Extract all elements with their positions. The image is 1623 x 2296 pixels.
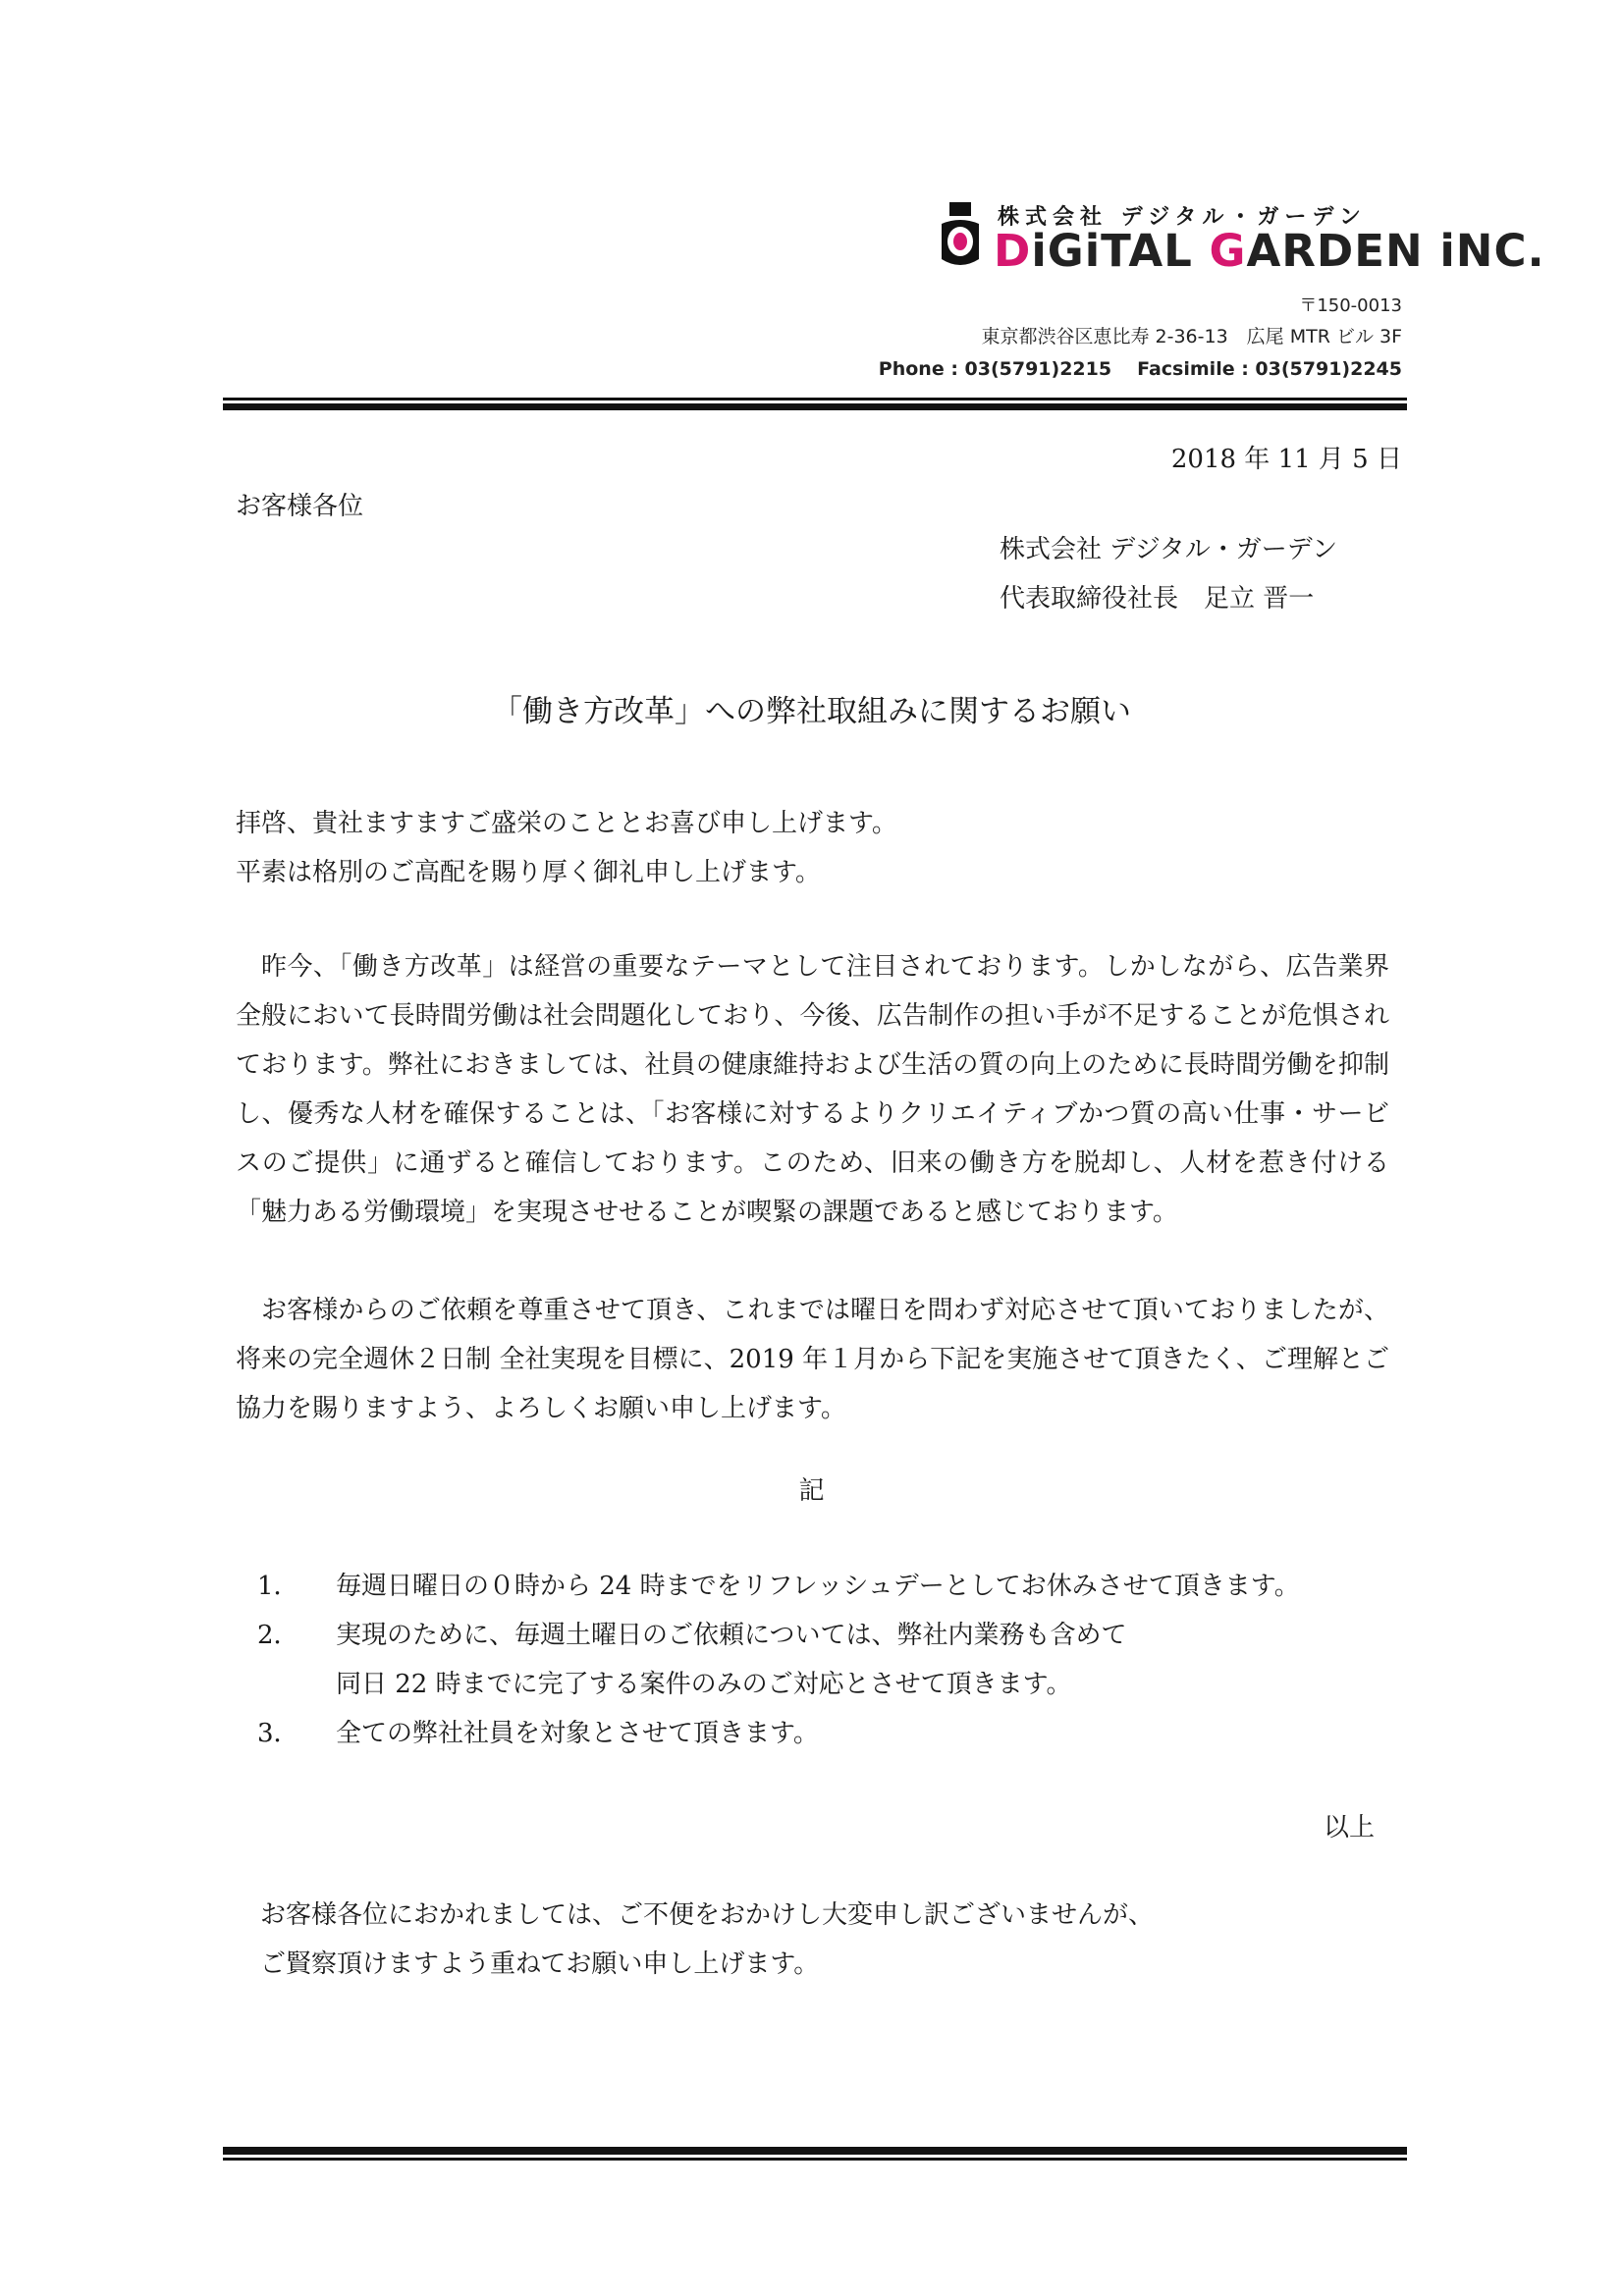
sender-representative: 代表取締役社長 足立 晋一: [1000, 584, 1315, 614]
addressee: お客様各位: [236, 492, 364, 521]
header-rule-thin: [223, 398, 1407, 400]
fax-number: Facsimile : 03(5791)2245: [1137, 358, 1402, 380]
logo-part-2: ARDEN iNC.: [1246, 225, 1545, 277]
contact-line: [879, 358, 1402, 380]
logo-kana-text: 株式会社 デジタル・ガーデン: [998, 205, 1367, 230]
list-item-text: 毎週日曜日の０時から 24 時までをリフレッシュデーとしてお休みさせて頂きます。: [336, 1572, 1300, 1601]
list-item: [257, 1615, 1126, 1651]
list-item: [257, 1566, 1300, 1602]
list-item-text: 全ての弊社社員を対象とさせて頂きます。: [336, 1719, 819, 1748]
logo-wordmark: [994, 225, 1545, 277]
list-item-text: 実現のために、毎週土曜日のご依頼については、弊社内業務も含めて: [336, 1621, 1127, 1650]
greeting-line-1: 拝啓、貴社ますますご盛栄のこととお喜び申し上げます。: [236, 809, 897, 838]
ijo-end-mark: 以上: [1323, 1813, 1375, 1842]
greeting-line-2: 平素は格別のご高配を賜り厚く御礼申し上げます。: [236, 858, 821, 887]
closing-line-1: お客様各位におかれましては、ご不便をおかけし大変申し訳ございませんが、: [260, 1900, 1155, 1930]
footer-rule-thin: [223, 2158, 1407, 2161]
phone-number: Phone : 03(5791)2215: [878, 358, 1112, 380]
closing-line-2: ご賢察頂けますよう重ねてお願い申し上げます。: [260, 1949, 820, 1979]
street-address: 東京都渋谷区恵比寿 2-36-13 広尾 MTR ビル 3F: [981, 326, 1402, 347]
letter-date: 2018 年 11 月 5 日: [1170, 445, 1402, 474]
footer-rule-thick: [223, 2147, 1407, 2155]
body-paragraph-1: 昨今、「働き方改革」は経営の重要なテーマとして注目されております。しかしながら、広告業界全般において長時間労働は社会問題化しており、今後、広告制作の担い手が不足することが危惧されております。弊社におきましては、社員の健康維持および生活の質の向上のために長時間労働を抑制し、優秀な人材を確保することは、「お客様に対するよりクリエイティブかつ質の高い仕事・サービスのご提供」に通ずると確信しております。このため、旧来の働き方を脱却し、人材を惹き付ける「魅力ある労働環境」を実現させせることが喫緊の課題であると感じております。: [236, 952, 1389, 1227]
list-item-number: 3．: [257, 1719, 299, 1748]
list-item-number: 1．: [257, 1572, 299, 1601]
sender-company: 株式会社 デジタル・ガーデン: [1000, 535, 1338, 564]
list-item-number: 2．: [257, 1621, 299, 1650]
letter-title: 「働き方改革」への弊社取組みに関するお願い: [492, 694, 1131, 729]
header-rule-thick: [223, 403, 1407, 410]
body-paragraph-2: お客様からのご依頼を尊重させて頂き、これまでは曜日を問わず対応させて頂いておりましたが、将来の完全週休２日制 全社実現を目標に、2019 年１月から下記を実施させて頂きたく、ご理解とご協力を賜りますよう、よろしくお願い申し上げます。: [236, 1296, 1389, 1423]
company-logo-icon: [938, 202, 983, 269]
logo-letter-d: D: [994, 225, 1032, 277]
list-item: [257, 1713, 819, 1749]
list-item-continuation: 同日 22 時までに完了する案件のみのご対応とさせて頂きます。: [336, 1670, 1072, 1699]
logo-part-1: iGiTAL: [1031, 225, 1210, 277]
postal-code: 〒150-0013: [1299, 295, 1402, 316]
ki-heading: 記: [798, 1476, 825, 1506]
logo-letter-g: G: [1209, 225, 1247, 277]
